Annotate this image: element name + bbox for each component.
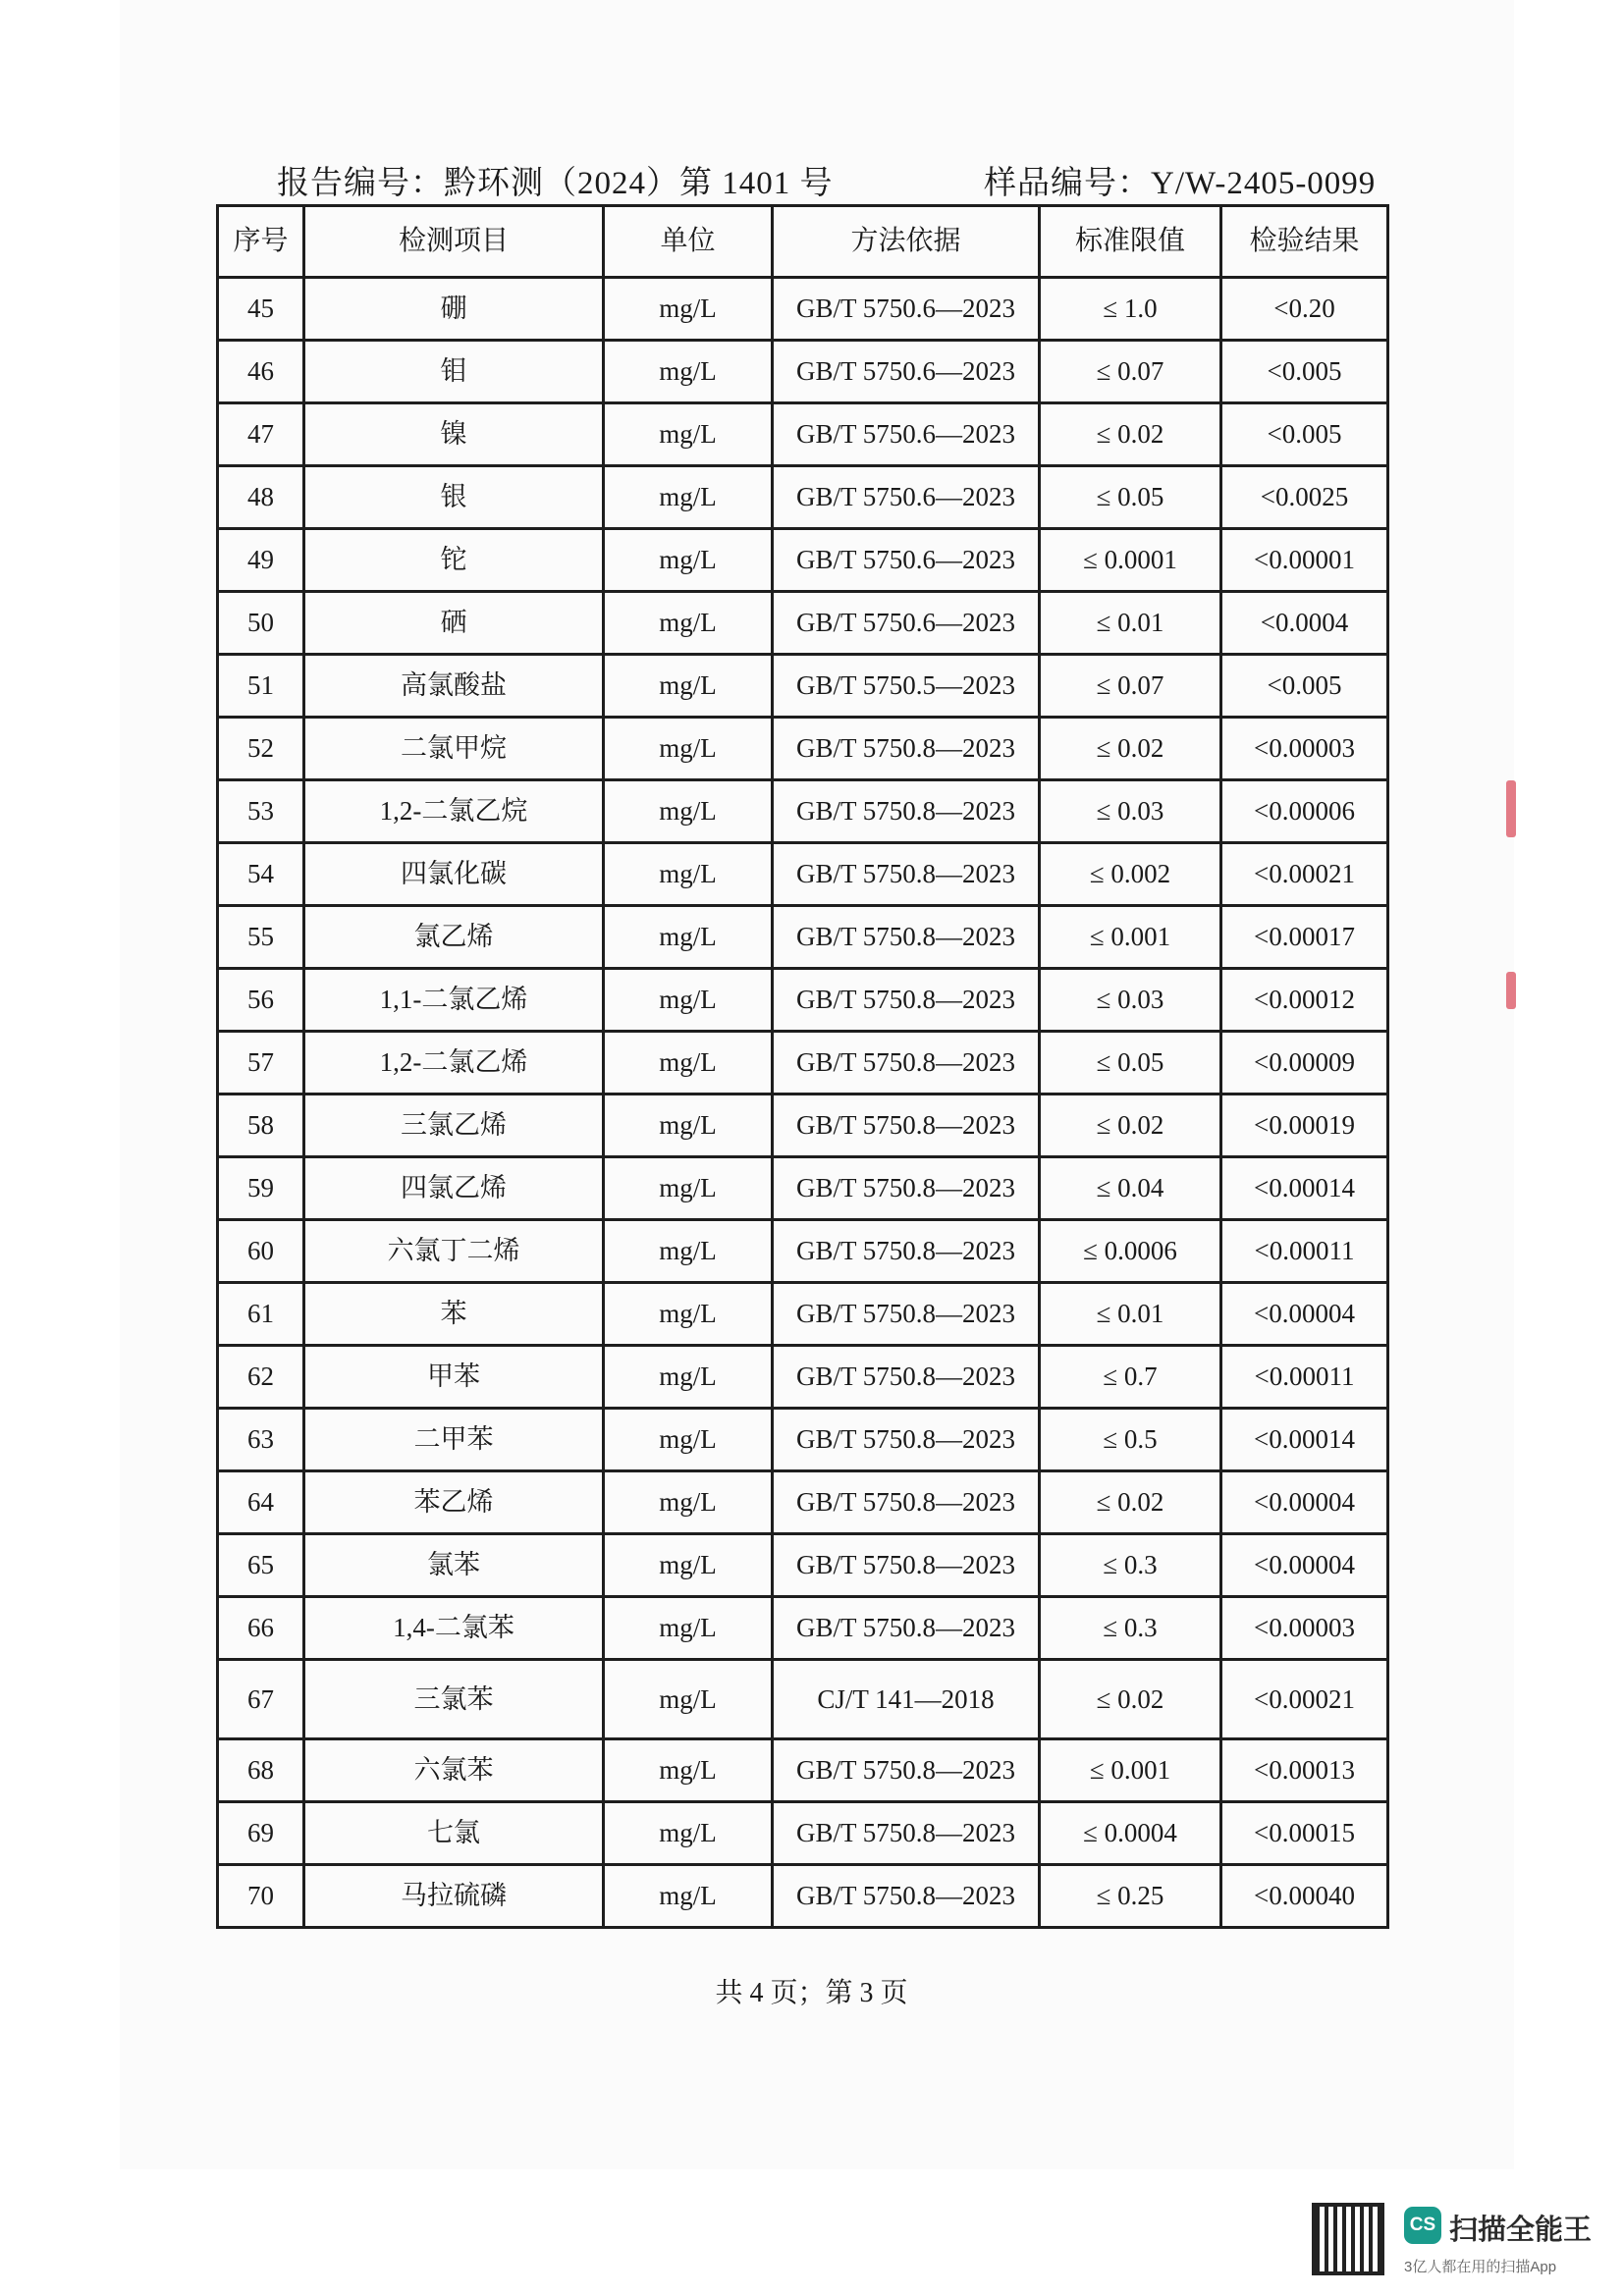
cell-item: 1,1-二氯乙烯	[304, 969, 604, 1032]
table-row	[218, 1597, 1388, 1660]
cell-unit: mg/L	[604, 655, 773, 718]
cell-limit: ≤ 0.001	[1040, 1739, 1221, 1802]
cell-method: GB/T 5750.8—2023	[773, 969, 1040, 1032]
cell-item: 马拉硫磷	[304, 1865, 604, 1928]
cell-limit: ≤ 0.0001	[1040, 529, 1221, 592]
cell-unit: mg/L	[604, 1032, 773, 1095]
cell-limit: ≤ 0.03	[1040, 969, 1221, 1032]
cell-method: GB/T 5750.5—2023	[773, 655, 1040, 718]
cell-unit: mg/L	[604, 1471, 773, 1534]
cell-method: GB/T 5750.6—2023	[773, 592, 1040, 655]
cell-index: 47	[218, 403, 304, 466]
table-row	[218, 969, 1388, 1032]
cell-limit: ≤ 0.02	[1040, 1471, 1221, 1534]
results-table	[216, 204, 1389, 1929]
cell-limit: ≤ 0.05	[1040, 466, 1221, 529]
cell-result: <0.00011	[1221, 1346, 1388, 1409]
cell-index: 52	[218, 718, 304, 780]
table-row	[218, 403, 1388, 466]
cell-unit: mg/L	[604, 843, 773, 906]
app-name: 扫描全能王	[1449, 2215, 1593, 2246]
cell-unit: mg/L	[604, 1865, 773, 1928]
cell-item: 四氯化碳	[304, 843, 604, 906]
cell-index: 50	[218, 592, 304, 655]
cell-index: 53	[218, 780, 304, 843]
table-row	[218, 1865, 1388, 1928]
cell-method: GB/T 5750.8—2023	[773, 1346, 1040, 1409]
column-header-result: 检验结果	[1221, 206, 1388, 278]
cell-limit: ≤ 0.5	[1040, 1409, 1221, 1471]
table-row	[218, 906, 1388, 969]
cell-index: 60	[218, 1220, 304, 1283]
cell-item: 三氯乙烯	[304, 1095, 604, 1157]
table-row	[218, 341, 1388, 403]
cell-unit: mg/L	[604, 1283, 773, 1346]
cell-limit: ≤ 0.02	[1040, 403, 1221, 466]
column-header-unit: 单位	[604, 206, 773, 278]
cell-unit: mg/L	[604, 1095, 773, 1157]
cell-unit: mg/L	[604, 278, 773, 341]
cell-limit: ≤ 0.001	[1040, 906, 1221, 969]
table-row	[218, 843, 1388, 906]
cell-result: <0.00021	[1221, 1660, 1388, 1739]
cell-index: 54	[218, 843, 304, 906]
cell-result: <0.00003	[1221, 1597, 1388, 1660]
cell-index: 55	[218, 906, 304, 969]
cell-limit: ≤ 0.02	[1040, 1095, 1221, 1157]
table-row	[218, 1471, 1388, 1534]
table-row	[218, 466, 1388, 529]
cell-result: <0.00009	[1221, 1032, 1388, 1095]
stamp-edge-mark	[1506, 780, 1516, 837]
cell-method: GB/T 5750.8—2023	[773, 1739, 1040, 1802]
cell-unit: mg/L	[604, 906, 773, 969]
cell-unit: mg/L	[604, 1597, 773, 1660]
table-header-row	[218, 206, 1388, 278]
cell-item: 苯乙烯	[304, 1471, 604, 1534]
cell-item: 七氯	[304, 1802, 604, 1865]
cell-item: 高氯酸盐	[304, 655, 604, 718]
cell-index: 68	[218, 1739, 304, 1802]
cell-index: 56	[218, 969, 304, 1032]
cell-limit: ≤ 0.002	[1040, 843, 1221, 906]
cell-method: GB/T 5750.8—2023	[773, 780, 1040, 843]
table-row	[218, 529, 1388, 592]
app-logo: CS	[1404, 2207, 1441, 2244]
column-header-limit: 标准限值	[1040, 206, 1221, 278]
cell-unit: mg/L	[604, 1660, 773, 1739]
cell-result: <0.00003	[1221, 718, 1388, 780]
cell-method: GB/T 5750.8—2023	[773, 718, 1040, 780]
cell-item: 六氯丁二烯	[304, 1220, 604, 1283]
cell-index: 58	[218, 1095, 304, 1157]
cell-limit: ≤ 0.02	[1040, 1660, 1221, 1739]
cell-index: 66	[218, 1597, 304, 1660]
cell-unit: mg/L	[604, 592, 773, 655]
table-row	[218, 1157, 1388, 1220]
cell-index: 45	[218, 278, 304, 341]
table-row	[218, 278, 1388, 341]
cell-result: <0.00006	[1221, 780, 1388, 843]
qr-code-icon	[1312, 2203, 1384, 2275]
cell-index: 46	[218, 341, 304, 403]
cell-result: <0.005	[1221, 341, 1388, 403]
cell-method: GB/T 5750.6—2023	[773, 466, 1040, 529]
table-row	[218, 1283, 1388, 1346]
cell-method: GB/T 5750.8—2023	[773, 1283, 1040, 1346]
cell-method: GB/T 5750.6—2023	[773, 341, 1040, 403]
cell-result: <0.0004	[1221, 592, 1388, 655]
cell-result: <0.00014	[1221, 1409, 1388, 1471]
cell-unit: mg/L	[604, 341, 773, 403]
cell-limit: ≤ 0.25	[1040, 1865, 1221, 1928]
cell-item: 甲苯	[304, 1346, 604, 1409]
cell-result: <0.00004	[1221, 1471, 1388, 1534]
table-row	[218, 718, 1388, 780]
table-row	[218, 1032, 1388, 1095]
cell-item: 二甲苯	[304, 1409, 604, 1471]
cell-method: GB/T 5750.8—2023	[773, 906, 1040, 969]
cell-result: <0.00004	[1221, 1534, 1388, 1597]
cell-unit: mg/L	[604, 529, 773, 592]
cell-index: 62	[218, 1346, 304, 1409]
cell-result: <0.00004	[1221, 1283, 1388, 1346]
cell-result: <0.00012	[1221, 969, 1388, 1032]
cell-method: GB/T 5750.6—2023	[773, 278, 1040, 341]
cell-index: 49	[218, 529, 304, 592]
column-header-index: 序号	[218, 206, 304, 278]
cell-limit: ≤ 1.0	[1040, 278, 1221, 341]
cell-unit: mg/L	[604, 1534, 773, 1597]
cell-limit: ≤ 0.0006	[1040, 1220, 1221, 1283]
cell-index: 59	[218, 1157, 304, 1220]
cell-item: 银	[304, 466, 604, 529]
cell-limit: ≤ 0.01	[1040, 1283, 1221, 1346]
cell-unit: mg/L	[604, 403, 773, 466]
cell-result: <0.00040	[1221, 1865, 1388, 1928]
cell-item: 1,4-二氯苯	[304, 1597, 604, 1660]
cell-result: <0.00017	[1221, 906, 1388, 969]
table-row	[218, 1802, 1388, 1865]
cell-result: <0.20	[1221, 278, 1388, 341]
cell-method: GB/T 5750.6—2023	[773, 529, 1040, 592]
cell-index: 63	[218, 1409, 304, 1471]
cell-limit: ≤ 0.04	[1040, 1157, 1221, 1220]
table-row	[218, 1220, 1388, 1283]
cell-unit: mg/L	[604, 1409, 773, 1471]
cell-method: GB/T 5750.8—2023	[773, 1220, 1040, 1283]
cell-item: 氯苯	[304, 1534, 604, 1597]
cell-method: GB/T 5750.8—2023	[773, 1802, 1040, 1865]
cell-item: 铊	[304, 529, 604, 592]
cell-method: CJ/T 141—2018	[773, 1660, 1040, 1739]
column-header-method: 方法依据	[773, 206, 1040, 278]
cell-item: 1,2-二氯乙烯	[304, 1032, 604, 1095]
cell-method: GB/T 5750.8—2023	[773, 1409, 1040, 1471]
cell-unit: mg/L	[604, 1346, 773, 1409]
column-header-item: 检测项目	[304, 206, 604, 278]
cell-item: 六氯苯	[304, 1739, 604, 1802]
cell-method: GB/T 5750.8—2023	[773, 1032, 1040, 1095]
cell-unit: mg/L	[604, 1802, 773, 1865]
scanner-watermark	[1312, 2203, 1596, 2281]
cell-unit: mg/L	[604, 969, 773, 1032]
table-row	[218, 592, 1388, 655]
cell-result: <0.00021	[1221, 843, 1388, 906]
table-row	[218, 1409, 1388, 1471]
table-row	[218, 1095, 1388, 1157]
cell-result: <0.00014	[1221, 1157, 1388, 1220]
table-row	[218, 1739, 1388, 1802]
cell-item: 硼	[304, 278, 604, 341]
table-row	[218, 1660, 1388, 1739]
cell-item: 四氯乙烯	[304, 1157, 604, 1220]
cell-method: GB/T 5750.8—2023	[773, 1865, 1040, 1928]
cell-limit: ≤ 0.02	[1040, 718, 1221, 780]
cell-limit: ≤ 0.07	[1040, 655, 1221, 718]
cell-method: GB/T 5750.6—2023	[773, 403, 1040, 466]
cell-index: 51	[218, 655, 304, 718]
table-row	[218, 1534, 1388, 1597]
cell-result: <0.0025	[1221, 466, 1388, 529]
cell-item: 苯	[304, 1283, 604, 1346]
cell-unit: mg/L	[604, 1739, 773, 1802]
page-footer: 共 4 页；第 3 页	[715, 1978, 908, 2008]
report-number: 报告编号：黔环测（2024）第 1401 号	[277, 166, 834, 201]
cell-result: <0.00013	[1221, 1739, 1388, 1802]
cell-item: 硒	[304, 592, 604, 655]
cell-result: <0.005	[1221, 403, 1388, 466]
cell-index: 57	[218, 1032, 304, 1095]
cell-result: <0.00019	[1221, 1095, 1388, 1157]
cell-limit: ≤ 0.0004	[1040, 1802, 1221, 1865]
table-row	[218, 780, 1388, 843]
cell-result: <0.005	[1221, 655, 1388, 718]
cell-result: <0.00015	[1221, 1802, 1388, 1865]
cell-limit: ≤ 0.3	[1040, 1534, 1221, 1597]
cell-item: 钼	[304, 341, 604, 403]
cell-unit: mg/L	[604, 1220, 773, 1283]
cell-method: GB/T 5750.8—2023	[773, 1471, 1040, 1534]
cell-index: 70	[218, 1865, 304, 1928]
cell-index: 61	[218, 1283, 304, 1346]
cell-index: 65	[218, 1534, 304, 1597]
cell-limit: ≤ 0.01	[1040, 592, 1221, 655]
sample-number: 样品编号：Y/W-2405-0099	[984, 166, 1377, 201]
cell-index: 48	[218, 466, 304, 529]
table-row	[218, 655, 1388, 718]
cell-unit: mg/L	[604, 718, 773, 780]
cell-method: GB/T 5750.8—2023	[773, 1534, 1040, 1597]
cell-method: GB/T 5750.8—2023	[773, 1157, 1040, 1220]
cell-item: 1,2-二氯乙烷	[304, 780, 604, 843]
cell-index: 69	[218, 1802, 304, 1865]
cell-method: GB/T 5750.8—2023	[773, 843, 1040, 906]
cell-method: GB/T 5750.8—2023	[773, 1095, 1040, 1157]
cell-unit: mg/L	[604, 466, 773, 529]
cell-index: 67	[218, 1660, 304, 1739]
app-slogan: 3亿人都在用的扫描App	[1404, 2259, 1557, 2275]
cell-limit: ≤ 0.3	[1040, 1597, 1221, 1660]
cell-result: <0.00001	[1221, 529, 1388, 592]
cell-item: 三氯苯	[304, 1660, 604, 1739]
cell-limit: ≤ 0.05	[1040, 1032, 1221, 1095]
cell-limit: ≤ 0.7	[1040, 1346, 1221, 1409]
cell-limit: ≤ 0.07	[1040, 341, 1221, 403]
cell-item: 二氯甲烷	[304, 718, 604, 780]
table-row	[218, 1346, 1388, 1409]
cell-result: <0.00011	[1221, 1220, 1388, 1283]
cell-unit: mg/L	[604, 1157, 773, 1220]
cell-limit: ≤ 0.03	[1040, 780, 1221, 843]
stamp-edge-mark	[1506, 972, 1516, 1009]
cell-unit: mg/L	[604, 780, 773, 843]
cell-item: 氯乙烯	[304, 906, 604, 969]
cell-method: GB/T 5750.8—2023	[773, 1597, 1040, 1660]
cell-item: 镍	[304, 403, 604, 466]
cell-index: 64	[218, 1471, 304, 1534]
